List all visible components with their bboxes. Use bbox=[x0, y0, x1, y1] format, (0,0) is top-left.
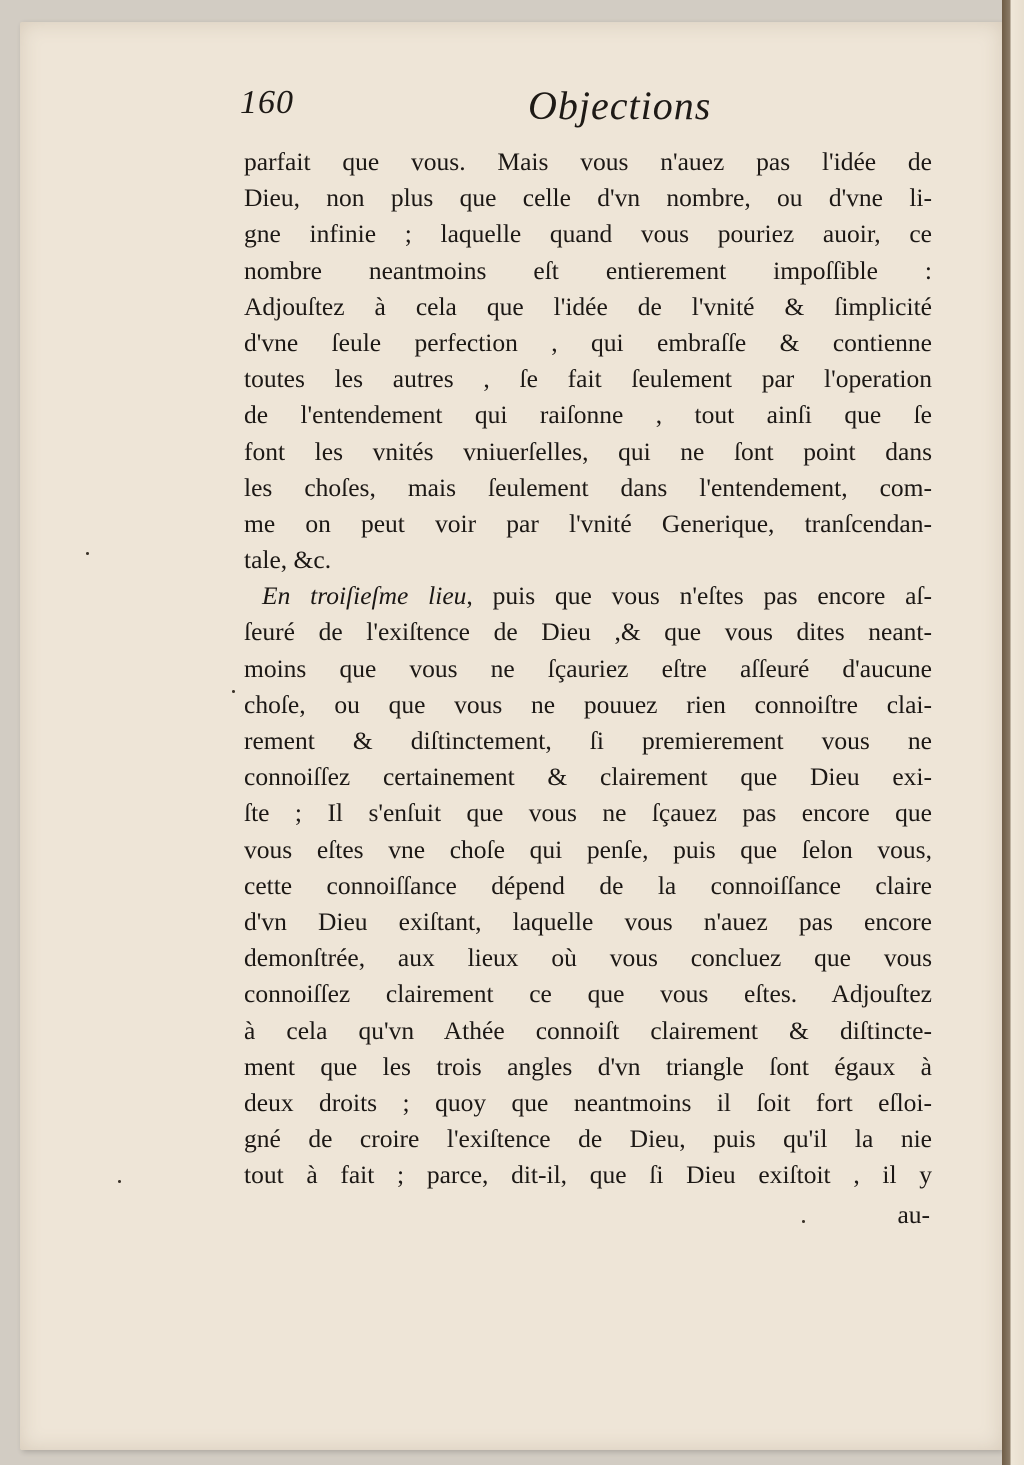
text-line: toutes les autres , ſe fait ſeulement par l'operation bbox=[244, 364, 932, 394]
text-line: vous eſtes vne choſe qui penſe, puis que ſelon vous, bbox=[244, 834, 932, 864]
paper-speck bbox=[118, 1180, 121, 1183]
paper-speck bbox=[802, 1220, 805, 1223]
text-line: choſe, ou que vous ne pouuez rien connoiſtre clai- bbox=[244, 689, 932, 719]
text-line: d'vne ſeule perfection , qui embraſſe & contienne bbox=[244, 327, 932, 357]
text-line: tout à fait ; parce, dit-il, que ſi Dieu exiſtoit , il y bbox=[244, 1160, 932, 1190]
text-line: Dieu, non plus que celle d'vn nombre, ou d'vne li- bbox=[244, 183, 932, 213]
text-line: Adjouſtez à cela que l'idée de l'vnité & ſimplicité bbox=[244, 291, 932, 321]
page-number: 160 bbox=[240, 84, 294, 121]
text-line: nombre neantmoins eſt entierement impoſſible : bbox=[244, 255, 932, 285]
body-text bbox=[244, 144, 932, 1193]
paper-speck bbox=[86, 552, 89, 555]
text-line: tale, &c. bbox=[244, 545, 332, 575]
text-line: font les vnités vniuerſelles, qui ne ſont point dans bbox=[244, 436, 932, 466]
text-line: de l'entendement qui raiſonne , tout ainſi que ſe bbox=[244, 400, 932, 430]
text-line: cette connoiſſance dépend de la connoiſſance claire bbox=[244, 870, 932, 900]
text-line: gne infinie ; laquelle quand vous pouriez auoir, ce bbox=[244, 219, 932, 249]
text-line: connoiſſez clairement ce que vous eſtes. Adjouſtez bbox=[244, 979, 932, 1009]
facing-page-edge bbox=[1002, 0, 1024, 1465]
page-header bbox=[240, 84, 940, 134]
text-line: moins que vous ne ſçauriez eſtre aſſeuré d'aucune bbox=[244, 653, 932, 683]
text-line: me on peut voir par l'vnité Generique, tranſcendan- bbox=[244, 508, 932, 538]
text-run: , puis que vous n'eſtes pas encore aſ- bbox=[466, 581, 932, 611]
text-line: connoiſſez certainement & clairement que Dieu exi- bbox=[244, 762, 932, 792]
paper-speck bbox=[232, 690, 235, 693]
text-line: les choſes, mais ſeulement dans l'entendement, com- bbox=[244, 472, 932, 502]
text-line: gné de croire l'exiſtence de Dieu, puis qu'il la nie bbox=[244, 1124, 932, 1154]
text-line: ſte ; Il s'enſuit que vous ne ſçauez pas encore que bbox=[244, 798, 932, 828]
italic-phrase: En troiſieſme lieu bbox=[262, 581, 467, 611]
text-line: à cela qu'vn Athée connoiſt clairement & diſtincte- bbox=[244, 1015, 932, 1045]
text-line: ment que les trois angles d'vn triangle ſont égaux à bbox=[244, 1051, 932, 1081]
text-line: d'vn Dieu exiſtant, laquelle vous n'auez pas encore bbox=[244, 906, 932, 936]
text-line: demonſtrée, aux lieux où vous concluez que vous bbox=[244, 943, 932, 973]
catchword: au- bbox=[897, 1200, 930, 1229]
text-line: deux droits ; quoy que neantmoins il ſoit fort eſloi- bbox=[244, 1087, 932, 1117]
paragraph-start-line bbox=[244, 578, 932, 614]
running-head: Objections bbox=[528, 83, 712, 128]
text-line: rement & diſtinctement, ſi premierement vous ne bbox=[244, 726, 932, 755]
text-line: parfait que vous. Mais vous n'auez pas l'idée de bbox=[244, 147, 932, 176]
text-line: ſeuré de l'exiſtence de Dieu ,& que vous dites neant- bbox=[244, 617, 932, 647]
